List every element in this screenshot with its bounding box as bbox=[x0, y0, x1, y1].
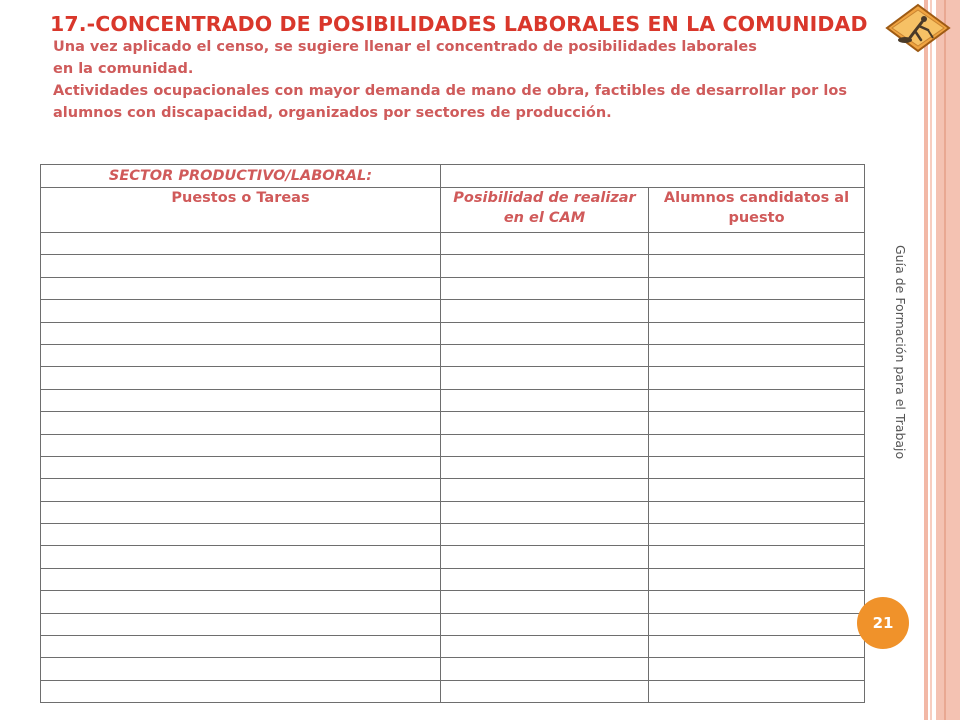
table-cell[interactable] bbox=[441, 300, 649, 322]
table-cell[interactable] bbox=[41, 636, 441, 658]
table-cell[interactable] bbox=[441, 658, 649, 680]
table-cell[interactable] bbox=[441, 367, 649, 389]
table-cell[interactable] bbox=[441, 344, 649, 366]
table-cell[interactable] bbox=[41, 233, 441, 255]
table-cell[interactable] bbox=[41, 434, 441, 456]
table-row bbox=[41, 322, 865, 344]
table-row bbox=[41, 277, 865, 299]
table-row bbox=[41, 434, 865, 456]
table-cell[interactable] bbox=[649, 322, 865, 344]
table-row bbox=[41, 344, 865, 366]
table-cell[interactable] bbox=[441, 434, 649, 456]
table-cell[interactable] bbox=[441, 322, 649, 344]
table-cell[interactable] bbox=[649, 658, 865, 680]
table-row bbox=[41, 456, 865, 478]
decorative-stripe bbox=[944, 0, 946, 720]
labor-possibilities-table bbox=[40, 164, 865, 703]
slide-title: 17.-CONCENTRADO DE POSIBILIDADES LABORALES EN LA COMUNIDAD bbox=[50, 12, 868, 36]
table-cell[interactable] bbox=[649, 344, 865, 366]
table-cell[interactable] bbox=[649, 367, 865, 389]
table-cell[interactable] bbox=[649, 300, 865, 322]
column-header-candidates: Alumnos candidatos al puesto bbox=[649, 188, 865, 233]
construction-worker-sign-icon bbox=[884, 2, 952, 54]
table-row bbox=[41, 300, 865, 322]
table-cell[interactable] bbox=[441, 456, 649, 478]
table-cell[interactable] bbox=[649, 434, 865, 456]
table-cell[interactable] bbox=[41, 412, 441, 434]
table-cell[interactable] bbox=[441, 613, 649, 635]
table-cell[interactable] bbox=[441, 233, 649, 255]
table-row bbox=[41, 658, 865, 680]
table-cell[interactable] bbox=[649, 524, 865, 546]
table-cell[interactable] bbox=[41, 389, 441, 411]
table-cell[interactable] bbox=[649, 568, 865, 590]
table-cell[interactable] bbox=[41, 300, 441, 322]
page-number: 21 bbox=[872, 614, 894, 632]
header-row bbox=[41, 188, 865, 233]
table-cell[interactable] bbox=[649, 389, 865, 411]
intro-paragraph: Una vez aplicado el censo, se sugiere llenar el concentrado de posibilidades laborales en la comunidad. bbox=[53, 39, 757, 77]
decorative-stripe bbox=[936, 0, 960, 720]
table-cell[interactable] bbox=[41, 367, 441, 389]
table-row bbox=[41, 591, 865, 613]
table-cell[interactable] bbox=[441, 479, 649, 501]
table-row bbox=[41, 255, 865, 277]
table-cell[interactable] bbox=[441, 568, 649, 590]
table-cell[interactable] bbox=[441, 412, 649, 434]
table-cell[interactable] bbox=[649, 680, 865, 702]
column-header-cam-possibility: Posibilidad de realizar en el CAM bbox=[441, 188, 649, 233]
table-cell[interactable] bbox=[441, 636, 649, 658]
table-cell[interactable] bbox=[441, 255, 649, 277]
table-row bbox=[41, 367, 865, 389]
table-cell[interactable] bbox=[41, 479, 441, 501]
table-row bbox=[41, 479, 865, 501]
table-cell[interactable] bbox=[649, 412, 865, 434]
table-cell[interactable] bbox=[649, 613, 865, 635]
table-cell[interactable] bbox=[441, 389, 649, 411]
table-cell[interactable] bbox=[441, 546, 649, 568]
table-row bbox=[41, 412, 865, 434]
table-cell[interactable] bbox=[441, 591, 649, 613]
table-cell[interactable] bbox=[649, 546, 865, 568]
table-cell[interactable] bbox=[649, 501, 865, 523]
page-number-badge bbox=[857, 597, 909, 649]
decorative-stripe bbox=[930, 0, 932, 720]
table-row bbox=[41, 636, 865, 658]
table-cell[interactable] bbox=[649, 233, 865, 255]
table-cell[interactable] bbox=[41, 591, 441, 613]
table-row bbox=[41, 501, 865, 523]
table-cell[interactable] bbox=[441, 524, 649, 546]
table-cell[interactable] bbox=[41, 255, 441, 277]
decorative-stripe bbox=[924, 0, 928, 720]
table-row bbox=[41, 389, 865, 411]
intro-paragraph: Actividades ocupacionales con mayor demanda de mano de obra, factibles de desarrollar por los alumnos con discapacidad, organizados por sectores de producción. bbox=[53, 83, 847, 121]
table-cell[interactable] bbox=[41, 546, 441, 568]
sector-label: SECTOR PRODUCTIVO/LABORAL: bbox=[41, 165, 441, 188]
table-cell[interactable] bbox=[41, 524, 441, 546]
table-cell[interactable] bbox=[649, 636, 865, 658]
table-cell[interactable] bbox=[41, 568, 441, 590]
side-caption: Guía de Formación para el Trabajo bbox=[893, 245, 908, 460]
sector-value-cell[interactable] bbox=[441, 165, 865, 188]
table-cell[interactable] bbox=[41, 344, 441, 366]
table-row bbox=[41, 546, 865, 568]
table-cell[interactable] bbox=[649, 255, 865, 277]
table-row bbox=[41, 613, 865, 635]
table-row bbox=[41, 680, 865, 702]
table-cell[interactable] bbox=[41, 658, 441, 680]
table-cell[interactable] bbox=[649, 456, 865, 478]
table-cell[interactable] bbox=[41, 680, 441, 702]
table-cell[interactable] bbox=[649, 479, 865, 501]
table-cell[interactable] bbox=[441, 501, 649, 523]
table-cell[interactable] bbox=[41, 456, 441, 478]
table-cell[interactable] bbox=[41, 277, 441, 299]
table-cell[interactable] bbox=[41, 501, 441, 523]
table-cell[interactable] bbox=[649, 277, 865, 299]
table-cell[interactable] bbox=[441, 680, 649, 702]
table-cell[interactable] bbox=[649, 591, 865, 613]
table-row bbox=[41, 233, 865, 255]
sector-row bbox=[41, 165, 865, 188]
table-row bbox=[41, 568, 865, 590]
table-cell[interactable] bbox=[41, 613, 441, 635]
intro-text bbox=[47, 36, 847, 124]
table-cell[interactable] bbox=[441, 277, 649, 299]
table-row bbox=[41, 524, 865, 546]
column-header-tasks: Puestos o Tareas bbox=[41, 188, 441, 233]
table-cell[interactable] bbox=[41, 322, 441, 344]
